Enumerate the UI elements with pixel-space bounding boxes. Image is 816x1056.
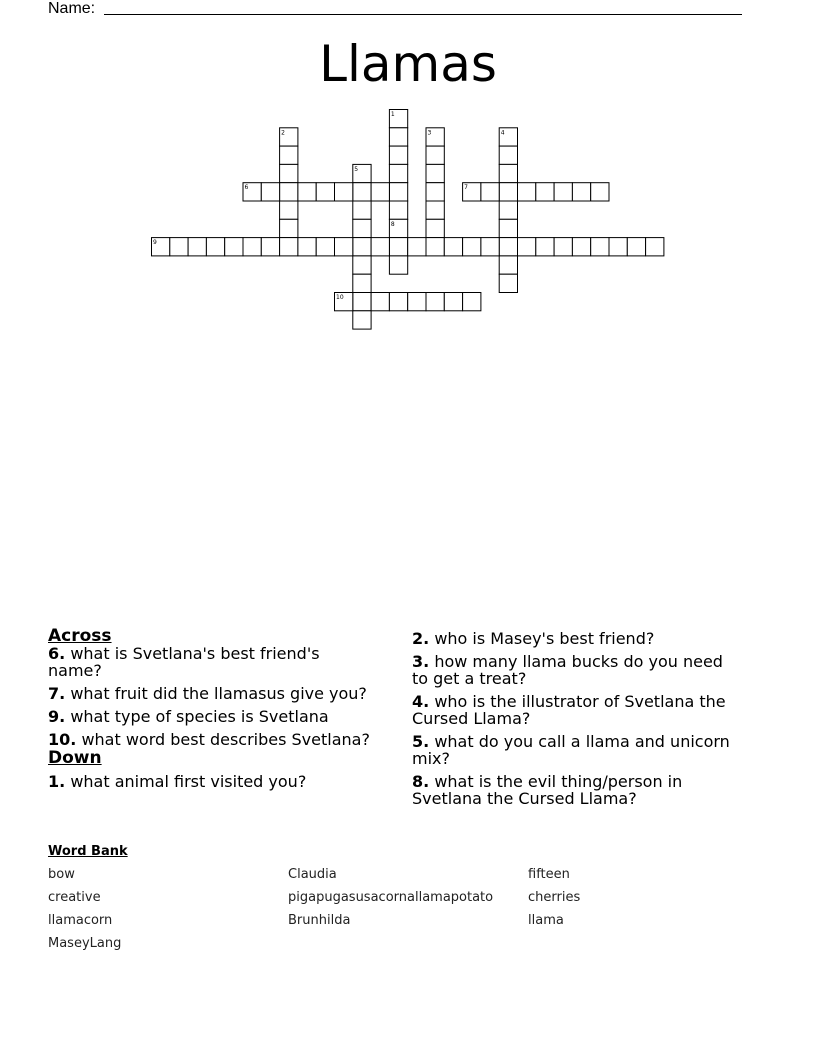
- grid-cell[interactable]: [499, 201, 517, 219]
- grid-cell[interactable]: [389, 183, 407, 201]
- grid-cell[interactable]: [536, 238, 554, 256]
- down-clue-8: 8. what is the evil thing/person in Svetlana the Cursed Llama?: [412, 772, 683, 808]
- grid-number: 7: [464, 184, 468, 192]
- grid-number: 6: [244, 184, 249, 192]
- clues-left-column: [48, 628, 378, 796]
- grid-cell[interactable]: [572, 238, 590, 256]
- grid-number: 4: [500, 129, 505, 137]
- grid-cell[interactable]: [280, 219, 298, 237]
- grid-cell[interactable]: [298, 183, 316, 201]
- word-bank-item: cherries: [528, 890, 581, 905]
- grid-cell[interactable]: [243, 238, 261, 256]
- name-label: Name:: [48, 0, 96, 17]
- grid-number: 10: [336, 294, 344, 301]
- word-bank-item: llamacorn: [48, 913, 113, 928]
- grid-cell[interactable]: [499, 146, 517, 164]
- grid-cell[interactable]: [481, 183, 499, 201]
- grid-cell[interactable]: [280, 183, 298, 201]
- word-bank-item: fifteen: [528, 867, 570, 882]
- grid-cell[interactable]: [499, 164, 517, 182]
- grid-cell[interactable]: [463, 293, 481, 311]
- word-bank-item: MaseyLang: [48, 936, 122, 951]
- across-heading: Across: [48, 626, 112, 646]
- grid-number: 1: [390, 111, 395, 118]
- word-bank-item: Claudia: [288, 867, 337, 882]
- grid-cell[interactable]: [554, 238, 572, 256]
- word-bank-item: creative: [48, 890, 101, 905]
- word-bank-item: pigapugasusacornallamapotato: [288, 890, 494, 905]
- grid-cell[interactable]: [389, 201, 407, 219]
- grid-cell[interactable]: [353, 311, 371, 329]
- grid-cell[interactable]: [280, 146, 298, 164]
- across-clue-7: 7. what fruit did the llamasus give you?: [48, 684, 367, 703]
- grid-cell[interactable]: [353, 238, 371, 256]
- grid-cell[interactable]: [353, 219, 371, 237]
- down-clue-1: 1. what animal first visited you?: [48, 772, 307, 791]
- across-clue-6: 6. what is Svetlana's best friend's name?: [48, 644, 320, 680]
- crossword-grid: [0, 0, 816, 340]
- word-bank-item: llama: [528, 913, 564, 928]
- grid-cell[interactable]: [389, 293, 407, 311]
- grid-cell[interactable]: [499, 238, 517, 256]
- grid-cell[interactable]: [426, 183, 444, 201]
- grid-cell[interactable]: [335, 183, 353, 201]
- grid-cell[interactable]: [261, 238, 279, 256]
- grid-cell[interactable]: [316, 183, 334, 201]
- grid-cell[interactable]: [371, 238, 389, 256]
- grid-cell[interactable]: [572, 183, 590, 201]
- grid-number: 3: [427, 129, 432, 137]
- grid-cell[interactable]: [536, 183, 554, 201]
- grid-cell[interactable]: [591, 238, 609, 256]
- grid-cell[interactable]: [353, 183, 371, 201]
- grid-cell[interactable]: [225, 238, 243, 256]
- grid-cell[interactable]: [426, 293, 444, 311]
- grid-cell[interactable]: [426, 201, 444, 219]
- clues-right-column: [412, 630, 742, 813]
- grid-cell[interactable]: [389, 238, 407, 256]
- grid-cell[interactable]: [499, 274, 517, 292]
- down-clue-4: 4. who is the illustrator of Svetlana the Cursed Llama?: [412, 692, 726, 728]
- grid-cell[interactable]: [298, 238, 316, 256]
- grid-cell[interactable]: [518, 238, 536, 256]
- down-heading: Down: [48, 748, 102, 768]
- grid-cell[interactable]: [353, 256, 371, 274]
- grid-cell[interactable]: [353, 201, 371, 219]
- grid-cell[interactable]: [627, 238, 645, 256]
- grid-cell[interactable]: [389, 256, 407, 274]
- grid-cell[interactable]: [353, 293, 371, 311]
- grid-cell[interactable]: [499, 219, 517, 237]
- grid-number: 9: [153, 239, 157, 247]
- across-clue-9: 9. what type of species is Svetlana: [48, 707, 329, 726]
- grid-cell[interactable]: [646, 238, 664, 256]
- grid-number: 5: [354, 165, 359, 173]
- down-clue-3: 3. how many llama bucks do you need to get a treat?: [412, 652, 723, 688]
- grid-cell[interactable]: [591, 183, 609, 201]
- grid-cell[interactable]: [280, 164, 298, 182]
- grid-cell[interactable]: [353, 274, 371, 292]
- grid-cell[interactable]: [371, 293, 389, 311]
- grid-cell[interactable]: [188, 238, 206, 256]
- grid-cell[interactable]: [499, 256, 517, 274]
- grid-number: 8: [390, 220, 395, 228]
- grid-cell[interactable]: [316, 238, 334, 256]
- grid-cell[interactable]: [609, 238, 627, 256]
- grid-cell[interactable]: [408, 238, 426, 256]
- grid-cell[interactable]: [426, 219, 444, 237]
- word-bank-item: Brunhilda: [288, 913, 351, 928]
- down-clue-5: 5. what do you call a llama and unicorn mix?: [412, 732, 730, 768]
- grid-cell[interactable]: [280, 201, 298, 219]
- across-clue-10: 10. what word best describes Svetlana?: [48, 730, 370, 749]
- grid-cell[interactable]: [426, 146, 444, 164]
- grid-cell[interactable]: [389, 164, 407, 182]
- page-title: Llamas: [319, 35, 497, 93]
- grid-cell[interactable]: [444, 238, 462, 256]
- grid-cell[interactable]: [554, 183, 572, 201]
- grid-cell[interactable]: [444, 293, 462, 311]
- grid-cell[interactable]: [426, 238, 444, 256]
- grid-cell[interactable]: [389, 146, 407, 164]
- word-bank-item: bow: [48, 867, 75, 882]
- grid-cell[interactable]: [335, 238, 353, 256]
- word-bank-heading: Word Bank: [48, 844, 128, 859]
- grid-cell[interactable]: [518, 183, 536, 201]
- grid-cell[interactable]: [408, 293, 426, 311]
- grid-cell[interactable]: [499, 183, 517, 201]
- grid-cell[interactable]: [261, 183, 279, 201]
- grid-cell[interactable]: [426, 164, 444, 182]
- grid-cell[interactable]: [371, 183, 389, 201]
- grid-cell[interactable]: [280, 238, 298, 256]
- grid-cell[interactable]: [206, 238, 224, 256]
- grid-cell[interactable]: [170, 238, 188, 256]
- grid-cell[interactable]: [389, 128, 407, 146]
- grid-cell[interactable]: [463, 238, 481, 256]
- grid-number: 2: [281, 129, 285, 137]
- down-clue-2: 2. who is Masey's best friend?: [412, 629, 655, 648]
- grid-cell[interactable]: [481, 238, 499, 256]
